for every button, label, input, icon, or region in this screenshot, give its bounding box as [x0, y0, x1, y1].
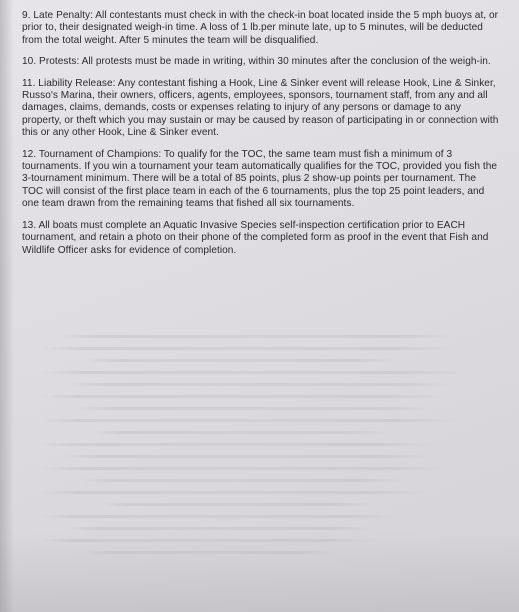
rule-11-liability-release: 11. Liability Release: Any contestant fishing a Hook, Line & Sinker event will release Hook, Line & Sinker, Russo's Marina, their owners, officers, agents, employees, sponsors, tournament staff, from any and all damages, claims, demands, costs or expenses relating to injury of any persons or damage to any property, or theft which you may sustain or may be caused by reason of participating in or connection with this or any other Hook, Line & Sinker event. — [22, 77, 499, 139]
rule-13-aquatic-invasive-species: 13. All boats must complete an Aquatic Invasive Species self-inspection certification prior to EACH tournament, and retain a photo on their phone of the completed form as proof in the event that Fish and Wildlife Officer asks for evidence of completion. — [22, 219, 489, 256]
reverse-side-bleed-through — [40, 335, 490, 585]
rule-10-protests: 10. Protests: All protests must be made in writing, within 30 minutes after the conclusion of the weigh-in. — [22, 56, 491, 68]
rule-9-late-penalty: 9. Late Penalty: All contestants must check in with the check-in boat located inside the 5 mph buoys at, or prior to, their designated weigh-in time. A loss of 1 lb.per minute late, up to 5 minutes, will be deducted from the total weight. After 5 minutes the team will be disqualified. — [22, 10, 499, 46]
rule-12-tournament-of-champions: 12. Tournament of Champions: To qualify for the TOC, the same team must fish a minimum of 3 tournaments. If you win a tournament your team automatically qualifies for the TOC, provided you fish the 3-tournament minimum. There will be a total of 85 points, plus 2 show-up points per tournament. The TOC will consist of the first place team in each of the 6 tournaments, plus the top 25 point leaders, and one team drawn from the remaining teams that fished all six tournaments. — [22, 148, 498, 210]
page-shadow-left — [0, 0, 14, 612]
